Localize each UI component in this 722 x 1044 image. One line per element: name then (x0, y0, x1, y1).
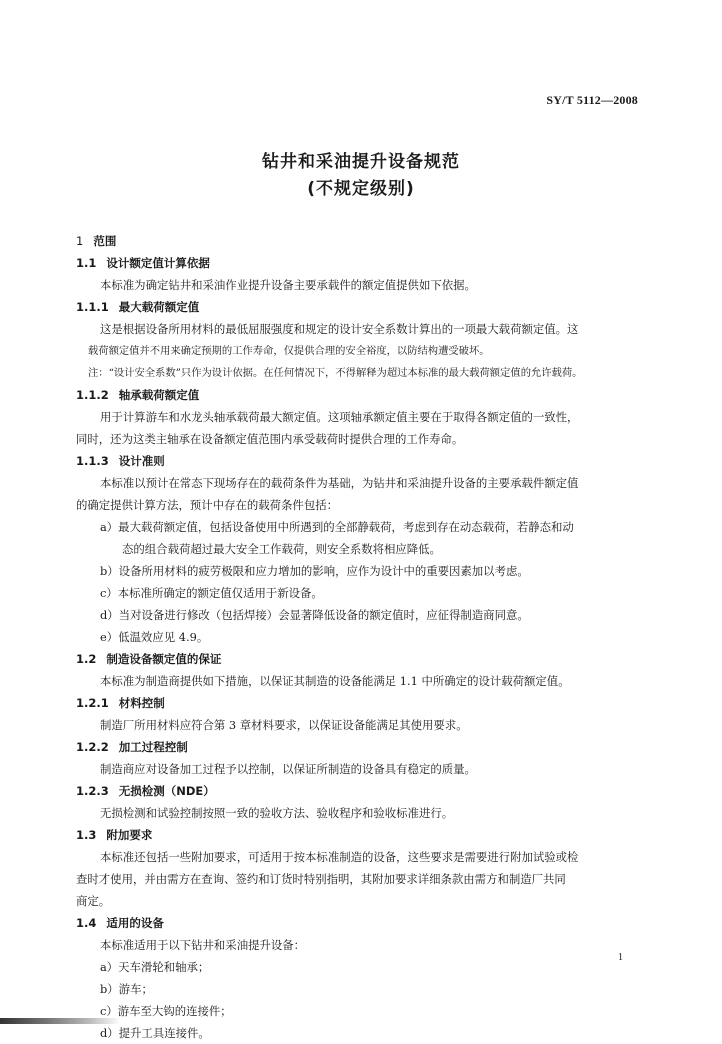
paragraph-line: 态的组合载荷超过最大安全工作载荷，则安全系数将相应降低。 (122, 542, 441, 556)
list-item: b）设备所用材料的疲劳极限和应力增加的影响，应作为设计中的重要因素加以考虑。 (100, 564, 529, 578)
section-title: 适用的设备 (106, 916, 164, 930)
paragraph-line: 用于计算游车和水龙头轴承载荷最大额定值。这项轴承额定值主要在于取得各额定值的一致性， (100, 410, 579, 424)
section-number: 1 (76, 234, 84, 248)
list-item: a）天车滑轮和轴承； (100, 960, 210, 974)
section-heading (76, 252, 644, 274)
document-body (76, 230, 644, 1044)
section-number: 1.1.1 (76, 300, 109, 314)
section-heading (76, 736, 644, 758)
paragraph-line: 这是根据设备所用材料的最低屈服强度和规定的设计安全系数计算出的一项最大载荷额定值。这 (100, 322, 579, 336)
section-heading (76, 780, 644, 802)
section-title: 材料控制 (118, 696, 165, 710)
paragraph-line: 的确定提供计算方法，预计中存在的载荷条件包括： (76, 498, 338, 512)
note-line: 注：“设计安全系数”只作为设计依据。在任何情况下，不得解释为超过本标准的最大载荷额定值的允许载荷。 (88, 367, 583, 379)
section-title: 轴承载荷额定值 (118, 388, 200, 402)
section-title: 最大载荷额定值 (118, 300, 200, 314)
paragraph-line: 同时，还为这类主轴承在设备额定值范围内承受载荷时提供合理的工作寿命。 (76, 432, 464, 446)
section-number: 1.4 (76, 916, 97, 930)
section-number: 1.1 (76, 256, 97, 270)
list-item: c）本标准所确定的额定值仅适用于新设备。 (100, 586, 323, 600)
section-title: 设计额定值计算依据 (106, 256, 210, 270)
section-title: 设计准则 (118, 454, 165, 468)
section-heading (76, 450, 644, 472)
paragraph-line: 商定。 (76, 894, 111, 908)
section-heading (76, 692, 644, 714)
list-item: b）游车； (100, 982, 153, 996)
paragraph-line: 本标准还包括一些附加要求，可适用于按本标准制造的设备，这些要求是需要进行附加试验或检 (100, 850, 579, 864)
section-number: 1.2.1 (76, 696, 109, 710)
section-number: 1.2 (76, 652, 97, 666)
section-heading (76, 648, 644, 670)
list-item: e）低温效应见 4.9。 (100, 630, 209, 644)
list-item: c）游车至大钩的连接件； (100, 1004, 232, 1018)
section-title: 范围 (93, 234, 117, 248)
note-line: 载荷额定值并不用来确定预期的工作寿命，仅提供合理的安全裕度，以防结构遭受破坏。 (88, 345, 490, 357)
section-heading (76, 384, 644, 406)
section-number: 1.1.2 (76, 388, 109, 402)
section-heading (76, 912, 644, 934)
standard-code: SY/T 5112—2008 (546, 93, 638, 107)
section-heading (76, 230, 644, 252)
paragraph-line: 制造厂所用材料应符合第 3 章材料要求，以保证设备能满足其使用要求。 (100, 718, 468, 732)
paragraph-line: 本标准适用于以下钻井和采油提升设备： (100, 938, 306, 952)
section-heading (76, 296, 644, 318)
section-number: 1.2.2 (76, 740, 109, 754)
paragraph-line: 本标准以预计在常态下现场存在的载荷条件为基础，为钻井和采油提升设备的主要承载件额定值 (100, 476, 579, 490)
section-title: 加工过程控制 (118, 740, 188, 754)
section-number: 1.1.3 (76, 454, 109, 468)
list-item: d）当对设备进行修改（包括焊接）会显著降低设备的额定值时，应征得制造商同意。 (100, 608, 529, 622)
document-title: 钻井和采油提升设备规范 (262, 152, 460, 172)
paragraph-line: 本标准为确定钻井和采油作业提升设备主要承载件的额定值提供如下依据。 (100, 278, 476, 292)
scan-artifact (0, 1018, 120, 1024)
paragraph-line: 无损检测和试验控制按照一致的验收方法、验收程序和验收标准进行。 (100, 806, 454, 820)
page-number: 1 (618, 952, 623, 963)
paragraph-line: 查时才使用，并由需方在查询、签约和订货时特别指明，其附加要求详细条款由需方和制造厂共同 (76, 872, 566, 886)
section-number: 1.2.3 (76, 784, 109, 798)
paragraph-line: 制造商应对设备加工过程予以控制，以保证所制造的设备具有稳定的质量。 (100, 762, 476, 776)
list-item: a）最大载荷额定值，包括设备使用中所遇到的全部静载荷，考虑到存在动态载荷，若静态和动 (100, 520, 574, 534)
list-item: d）提升工具连接件。 (100, 1026, 210, 1040)
paragraph-line: 本标准为制造商提供如下措施，以保证其制造的设备能满足 1.1 中所确定的设计载荷额定值。 (100, 674, 570, 688)
section-title: 附加要求 (106, 828, 153, 842)
section-heading (76, 824, 644, 846)
section-title: 制造设备额定值的保证 (106, 652, 222, 666)
section-number: 1.3 (76, 828, 97, 842)
document-subtitle: (不规定级别) (307, 179, 415, 199)
section-title: 无损检测（NDE） (118, 784, 215, 798)
